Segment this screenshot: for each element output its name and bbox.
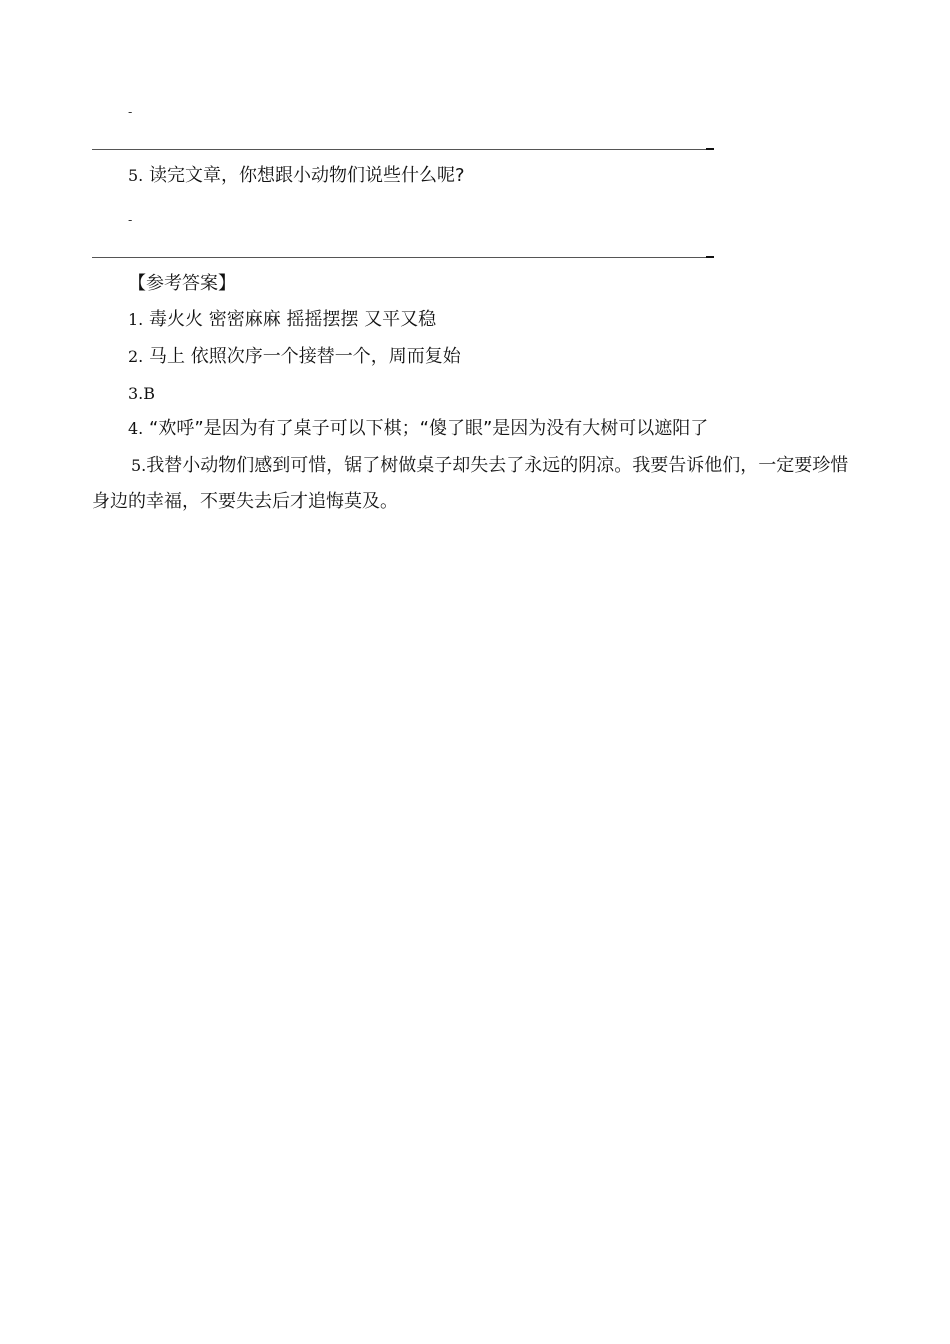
answer-1-number: 1. xyxy=(128,310,144,329)
question-5-number: 5. xyxy=(128,166,144,185)
answer-5-number: 5. xyxy=(131,456,147,475)
answer-1 xyxy=(128,308,436,332)
answer-5 xyxy=(92,448,862,520)
question-5-text: 读完文章，你想跟小动物们说些什么呢? xyxy=(149,165,465,186)
answer-4 xyxy=(128,417,708,441)
answer-3-text: B xyxy=(143,384,156,403)
answer-line-end xyxy=(706,148,714,150)
answer-5-text: 我替小动物们感到可惜，锯了树做桌子却失去了永远的阴凉。我要告诉他们，一定要珍惜身边的幸福，不要失去后才追悔莫及。 xyxy=(92,455,849,512)
answer-2-text: 马上 依照次序一个接替一个，周而复始 xyxy=(149,346,461,367)
answer-2 xyxy=(128,345,461,369)
question-5 xyxy=(128,164,465,188)
answer-line xyxy=(92,257,706,258)
answer-2-number: 2. xyxy=(128,347,144,366)
answer-line-end xyxy=(706,256,714,258)
answer-1-text: 毒火火 密密麻麻 摇摇摆摆 又平又稳 xyxy=(149,309,437,330)
answer-4-text: “欢呼”是因为有了桌子可以下棋；“傻了眼”是因为没有大树可以遮阳了 xyxy=(149,418,709,439)
answer-3-number: 3. xyxy=(128,384,144,403)
answer-4-number: 4. xyxy=(128,419,144,438)
answer-3 xyxy=(128,382,155,406)
blank-mark: - xyxy=(128,213,133,227)
blank-mark: - xyxy=(128,105,133,119)
answer-key-title: 【参考答案】 xyxy=(128,273,236,294)
answer-line xyxy=(92,149,706,150)
